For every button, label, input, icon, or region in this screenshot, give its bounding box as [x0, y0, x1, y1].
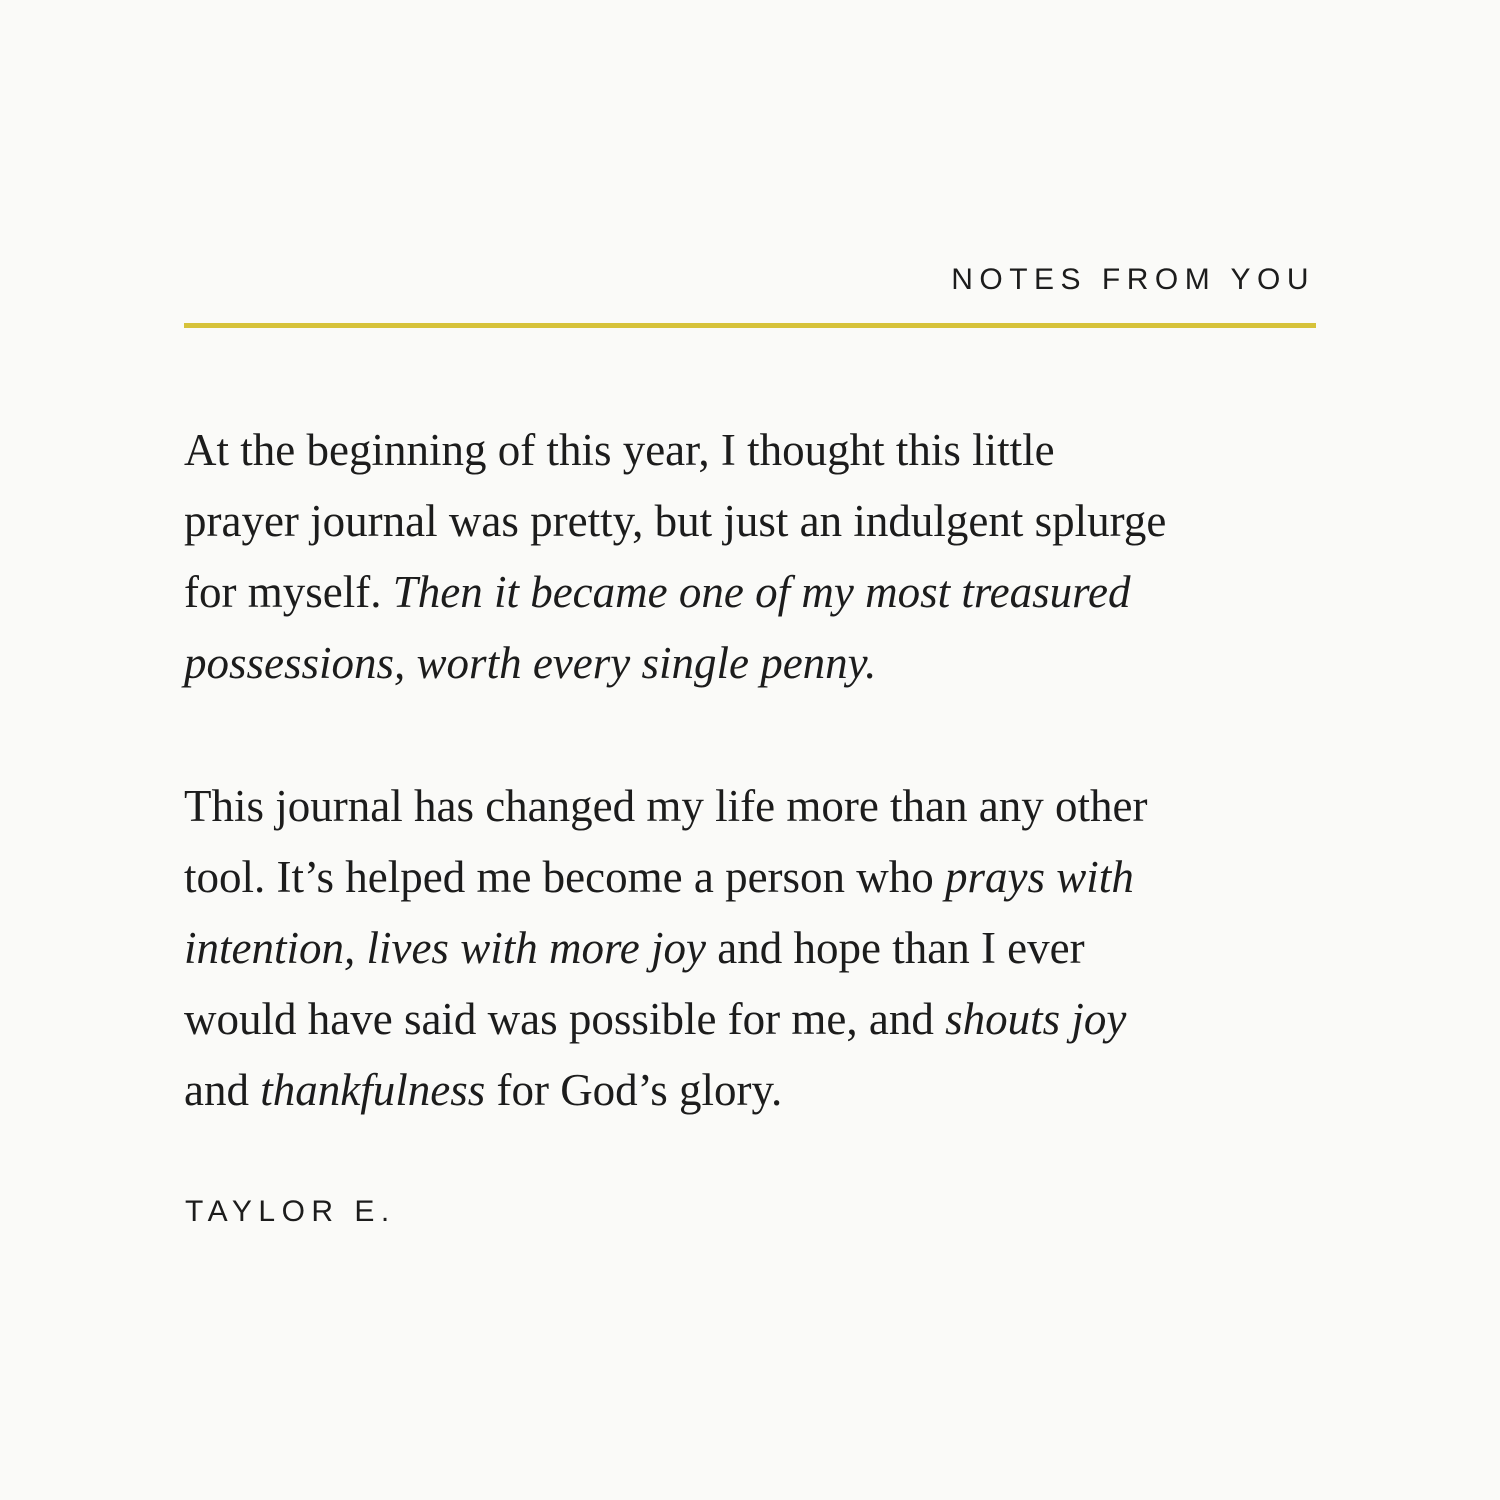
quote-text: and hope than I ever — [706, 923, 1085, 973]
quote-line — [184, 628, 1324, 699]
quote-text: and — [184, 1065, 261, 1115]
quote-line: prayer journal was pretty, but just an indulgent splurge — [184, 496, 1167, 546]
testimonial-paragraph-2 — [184, 771, 1324, 1126]
testimonial-paragraph-1 — [184, 415, 1324, 699]
quote-line — [184, 842, 1324, 913]
quote-emphasis: intention, lives with more joy — [184, 923, 707, 973]
quote-text: for myself. — [184, 567, 393, 617]
section-title: NOTES FROM YOU — [951, 263, 1315, 296]
quote-text: for God’s glory. — [485, 1065, 783, 1115]
author-name: TAYLOR E. — [185, 1195, 396, 1228]
accent-divider — [184, 323, 1316, 328]
quote-emphasis: Then it became one of my most treasured — [392, 567, 1131, 617]
quote-line — [184, 984, 1324, 1055]
quote-text: would have said was possible for me, and — [184, 994, 946, 1044]
quote-emphasis: prays with — [945, 852, 1134, 902]
quote-emphasis: possessions, worth every single penny. — [184, 638, 877, 688]
quote-line — [184, 557, 1324, 628]
quote-emphasis: shouts joy — [945, 994, 1127, 1044]
quote-line: At the beginning of this year, I thought this little — [184, 425, 1055, 475]
quote-line — [184, 1055, 1324, 1126]
quote-line: This journal has changed my life more than any other — [184, 781, 1148, 831]
quote-line — [184, 913, 1324, 984]
quote-emphasis: thankfulness — [260, 1065, 486, 1115]
quote-text: tool. It’s helped me become a person who — [184, 852, 946, 902]
